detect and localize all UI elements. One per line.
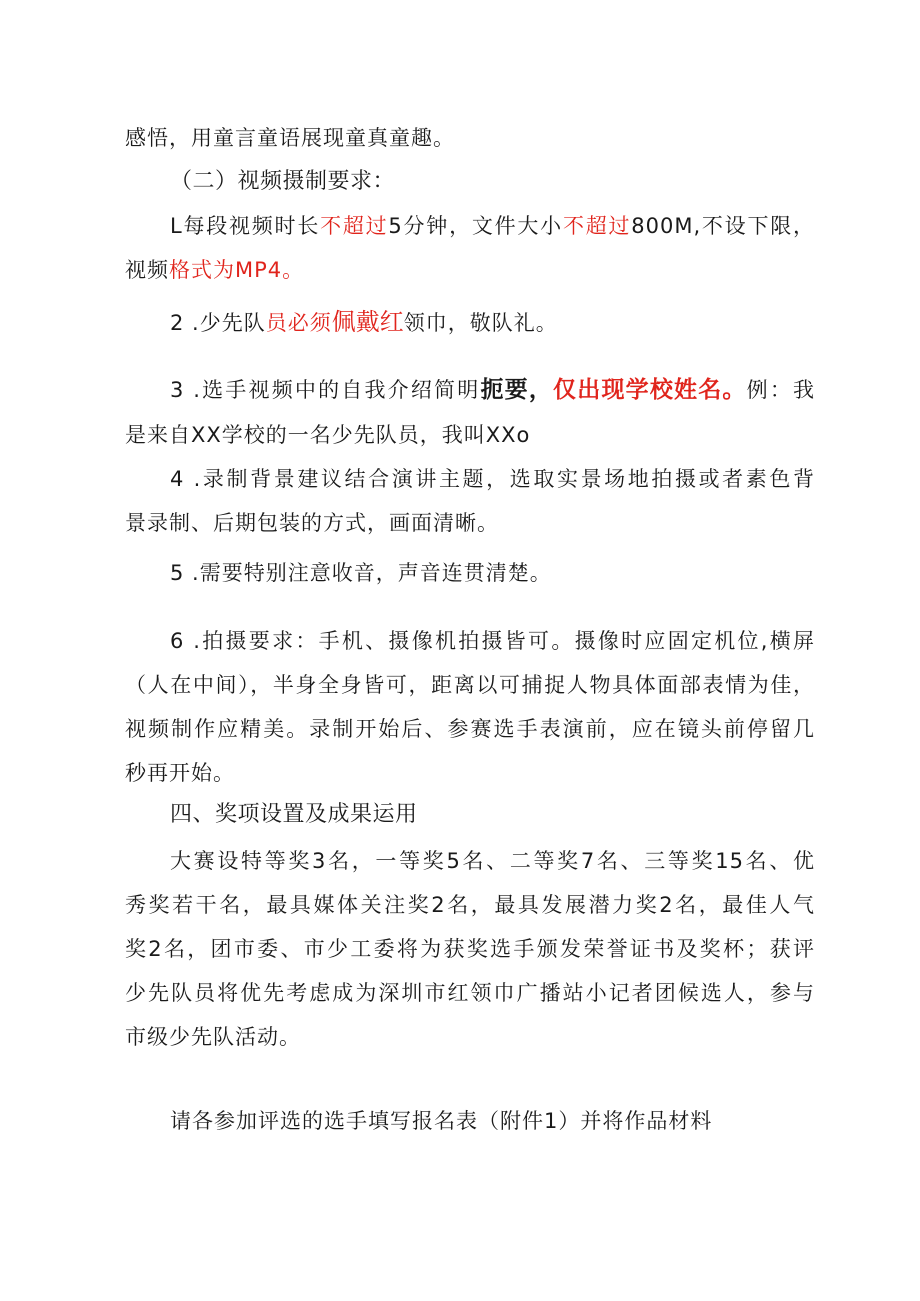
rule-4-line-1: 4 .录制背景建议结合演讲主题，选取实景场地拍摄或者素色背 (170, 467, 815, 491)
rule-1-line-1 (170, 212, 815, 240)
rule-2-text: 2 .少先队 (170, 311, 266, 335)
rule-1-text: 5分钟，文件大小 (388, 214, 563, 238)
rule-3-text: 3 .选手视频中的自我介绍简明 (170, 378, 481, 402)
rule-1-text: 视频 (125, 258, 169, 282)
rule-2 (170, 308, 558, 337)
awards-line-4: 少先队员将优先考虑成为深圳市红领巾广播站小记者团候选人，参与 (125, 981, 815, 1005)
rule-6-line-3: 视频制作应精美。录制开始后、参赛选手表演前，应在镜头前停留几 (125, 717, 815, 741)
rule-3-text: 例：我 (746, 378, 816, 402)
awards-line-5: 市级少先队活动。 (125, 1025, 301, 1049)
rule-2-highlight-large: 佩戴红 (331, 308, 404, 336)
rule-3-emphasis: 扼要， (480, 377, 554, 403)
awards-line-1: 大赛设特等奖3名，一等奖5名、二等奖7名、三等奖15名、优 (170, 849, 815, 873)
rule-3-line-1 (170, 376, 815, 404)
rule-1-highlight: 格式为MP4。 (169, 258, 305, 282)
rule-6-line-2: （人在中间），半身全身皆可，距离以可捕捉人物具体面部表情为佳， (125, 673, 815, 697)
awards-line-3: 奖2名，团市委、市少工委将为获奖选手颁发荣誉证书及奖杯；获评 (125, 937, 815, 961)
rule-5: 5 .需要特别注意收音，声音连贯清楚。 (170, 561, 552, 585)
rule-2-highlight: 员必须 (265, 311, 332, 335)
rule-1-text: 800M,不设下限， (631, 214, 815, 238)
awards-line-2: 秀奖若干名，最具媒体关注奖2名，最具发展潜力奖2名，最佳人气 (125, 893, 815, 917)
rule-2-text: 领巾，敬队礼。 (403, 311, 558, 335)
rule-1-line-2 (125, 256, 304, 284)
rule-6-line-1: 6 .拍摄要求：手机、摄像机拍摄皆可。摄像时应固定机位,横屏 (170, 629, 815, 653)
rule-1-text: L每段视频时长 (170, 214, 321, 238)
submission-paragraph: 请各参加评选的选手填写报名表（附件1）并将作品材料 (170, 1109, 713, 1133)
heading-video-requirements: （二）视频摄制要求： (170, 169, 396, 194)
rule-6-line-4: 秒再开始。 (125, 761, 235, 785)
rule-3-highlight: 仅出现学校姓名。 (553, 377, 747, 403)
rule-1-highlight: 不超过 (562, 214, 632, 238)
rule-1-highlight: 不超过 (320, 214, 389, 238)
heading-awards: 四、奖项设置及成果运用 (170, 802, 418, 827)
paragraph-intro-end: 感悟，用童言童语展现童真童趣。 (125, 126, 455, 150)
rule-3-line-2: 是来自XX学校的一名少先队员，我叫XXo (125, 423, 531, 447)
rule-4-line-2: 景录制、后期包装的方式，画面清晰。 (125, 511, 499, 535)
